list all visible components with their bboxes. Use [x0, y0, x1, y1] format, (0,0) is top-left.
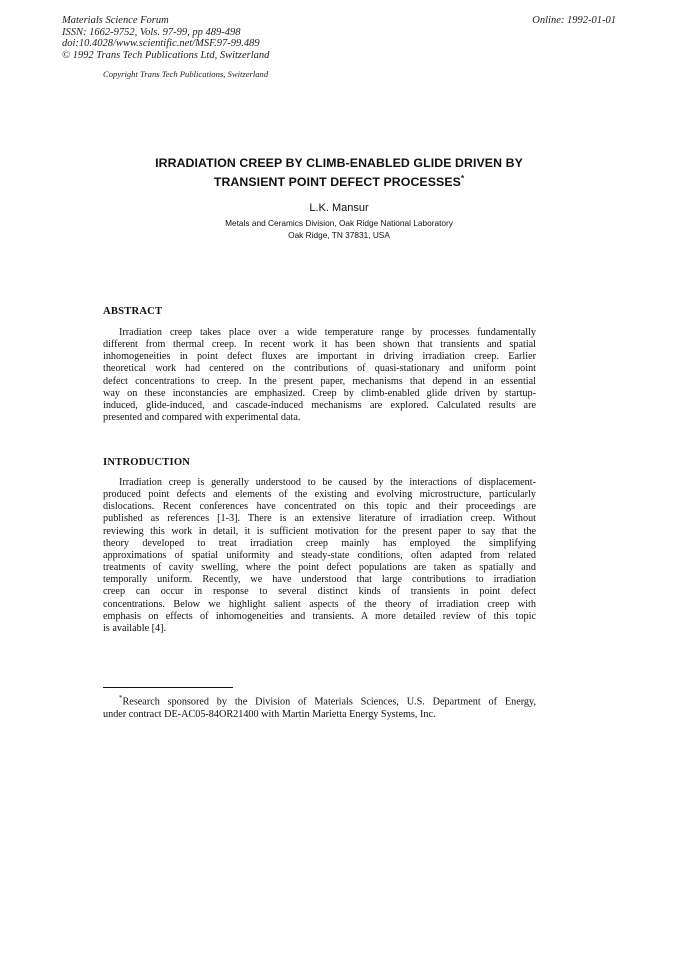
text-line: concentrations. Below we highlight salient aspects of the theory of irradiation creep with — [103, 598, 536, 610]
title-line: IRRADIATION CREEP BY CLIMB-ENABLED GLIDE DRIVEN BY — [155, 156, 523, 170]
affiliation-line: Metals and Ceramics Division, Oak Ridge National Laboratory — [225, 218, 453, 228]
footnote-line: under contract DE-AC05-84OR21400 with Martin Marietta Energy Systems, Inc. — [103, 708, 436, 720]
text-line: inhomogeneities in point defect fluxes are important in driving irradiation creep. Earlier — [103, 351, 536, 363]
title-line-2 — [100, 171, 578, 190]
online-date: Online: 1992-01-01 — [532, 15, 616, 26]
text-line: approximations of spatial uniformity and steady-state conditions, often adapted from related — [103, 549, 536, 561]
abstract-body — [103, 327, 536, 424]
text-line: is available [4]. — [103, 622, 167, 634]
footnote-line — [103, 692, 536, 709]
text-line: induced, glide-induced, and cascade-induced mechanisms are explored. Calculated results are — [103, 399, 536, 411]
text-line: dislocations. Recent conferences have concentrated on this topic and their proceedings are — [103, 501, 536, 513]
text-line: way on these inconstancies are emphasized. Creep by climb-enabled glide driven by startup- — [103, 387, 536, 399]
text-line: different from thermal creep. In recent work it has been shown that transients and spatial — [103, 339, 536, 351]
text-line: theory developed to treat irradiation creep mainly has employed the simplifying — [103, 537, 536, 549]
affiliation — [100, 218, 578, 242]
paper-title — [100, 155, 578, 190]
text-line: theoretical work had centered on the contributions of quasi-stationary and uniform point — [103, 363, 536, 375]
text-line: treatments of cavity swelling, where the point defect populations are taken as spatially and — [103, 562, 536, 574]
footnote — [103, 692, 536, 721]
text-line: presented and compared with experimental data. — [103, 412, 301, 424]
text-line: emphasis on effects of inhomogeneities and transients. A more detailed review of this topic — [103, 610, 536, 622]
title-line: TRANSIENT POINT DEFECT PROCESSES — [213, 175, 461, 190]
abstract-heading: ABSTRACT — [103, 306, 163, 317]
introduction-heading: INTRODUCTION — [103, 457, 191, 468]
introduction-body — [103, 477, 536, 635]
title-footnote-mark: * — [460, 174, 465, 183]
footnote-mark: * — [119, 694, 123, 702]
meta-line: ISSN: 1662-9752, Vols. 97-99, pp 489-498 — [62, 26, 241, 38]
text-line: published as references [1-3]. There is an extensive literature of irradiation creep. Without — [103, 513, 536, 525]
text-line: temporally uniform. Recently, we have understood that large contributions to irradiation — [103, 574, 536, 586]
text-line: creep can occur in response to several distinct kinds of transients in point defect — [103, 586, 536, 598]
copyright-notice: Copyright Trans Tech Publications, Switzerland — [103, 69, 269, 79]
journal-meta — [62, 15, 269, 61]
text-line: defect concentrations to creep. In the present paper, mechanisms that depend in an essential — [103, 375, 536, 387]
footnote-rule — [103, 687, 233, 688]
meta-line: © 1992 Trans Tech Publications Ltd, Switzerland — [62, 49, 270, 61]
text-line: reviewing this work in detail, it is sufficient motivation for the present paper to say that the — [103, 525, 536, 537]
text-line: produced point defects and elements of the existing and evolving microstructure, particularly — [103, 489, 536, 501]
text-line: Irradiation creep is generally understood to be caused by the interactions of displacement- — [119, 477, 536, 488]
author-name: L.K. Mansur — [309, 202, 369, 214]
footnote-text: Research sponsored by the Division of Materials Sciences, U.S. Department of Energy, — [122, 696, 536, 708]
meta-line: Materials Science Forum — [62, 15, 169, 26]
text-line: Irradiation creep takes place over a wide temperature range by processes fundamentally — [119, 327, 536, 338]
affiliation-line: Oak Ridge, TN 37831, USA — [288, 229, 390, 240]
meta-line: doi:10.4028/www.scientific.net/MSF.97-99.489 — [62, 38, 260, 50]
